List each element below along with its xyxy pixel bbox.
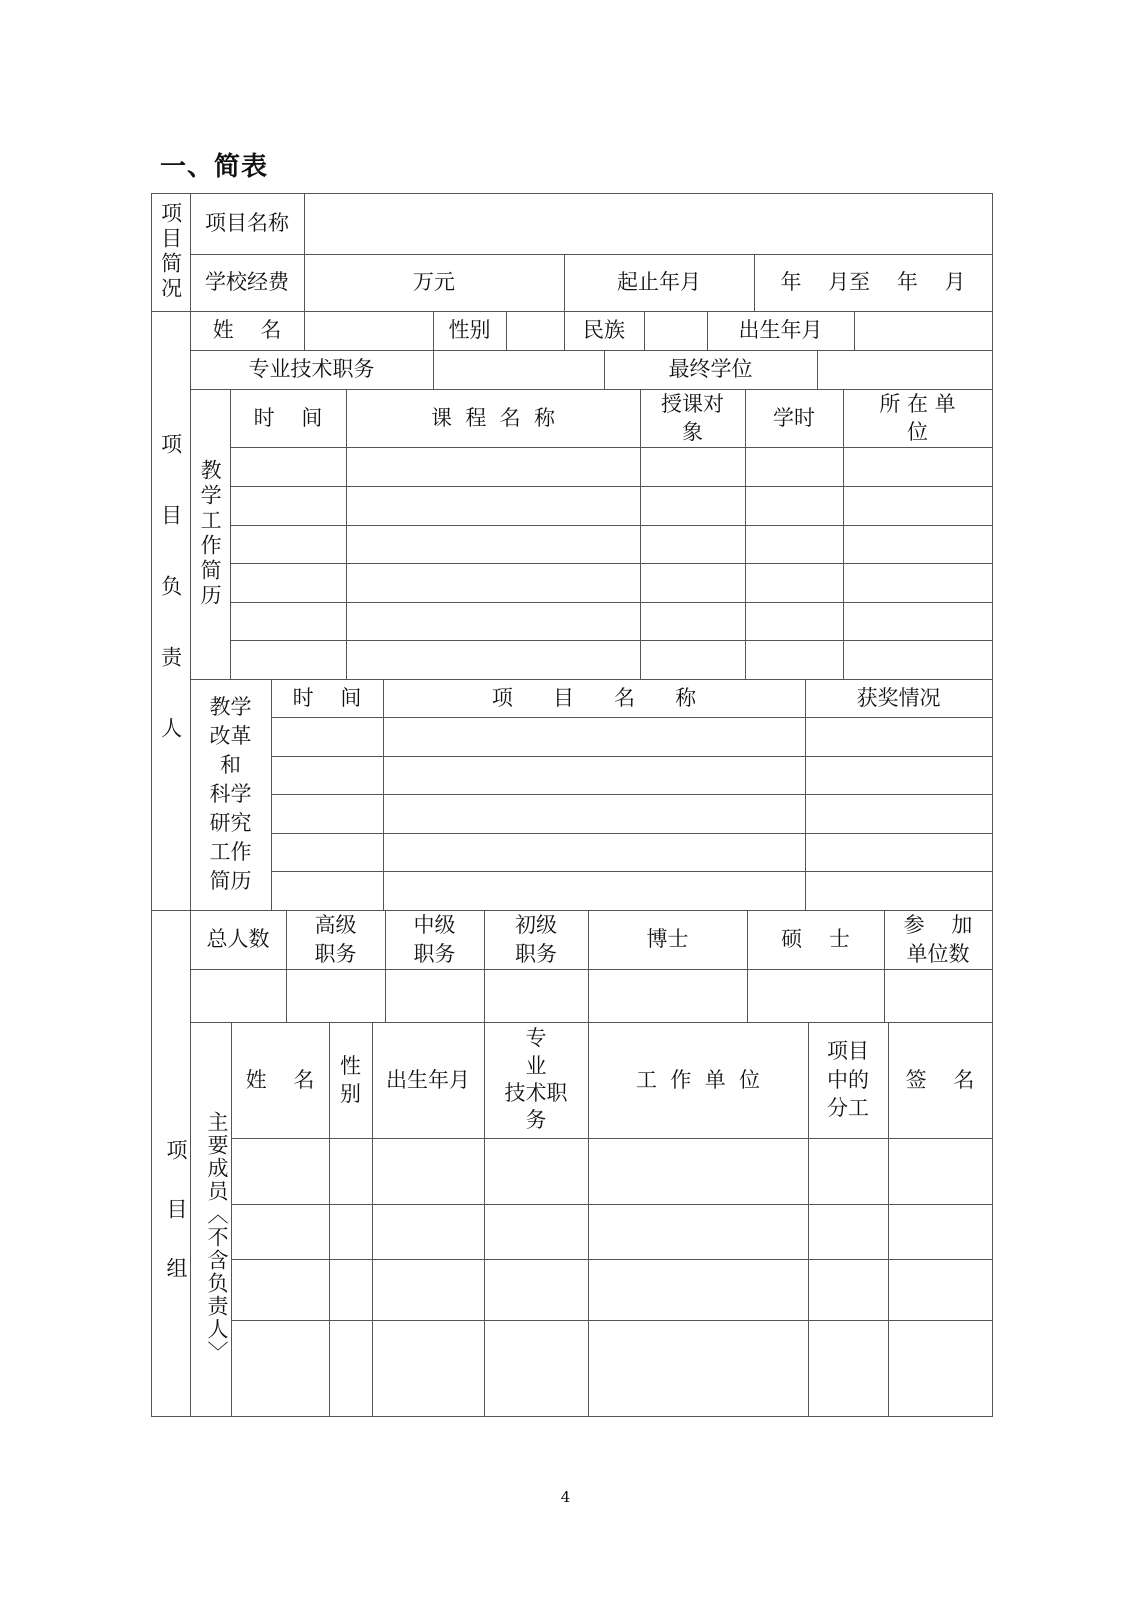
- grid-line: [231, 1138, 993, 1139]
- leader-degree-field[interactable]: [817, 350, 992, 389]
- teaching-header-hours: 学时: [773, 405, 815, 430]
- grid-line: [231, 1259, 993, 1260]
- member-header-gender: 性 别: [340, 1053, 361, 1106]
- teaching-header-audience: 授课对 象: [661, 391, 724, 444]
- project-summary-form: [151, 193, 993, 1417]
- grid-line: [230, 525, 993, 526]
- research-history-label: 教学 改革 和 科学 研究 工作 简历: [209, 695, 252, 893]
- grid-line: [271, 756, 993, 757]
- group-header-intermediate: 中级 职务: [413, 913, 456, 966]
- leader-name-label: 姓 名: [212, 318, 282, 343]
- funding-field[interactable]: 万元: [413, 270, 455, 295]
- table-border-bottom: [151, 1416, 993, 1417]
- grid-line: [230, 486, 993, 487]
- teaching-history-label: 教学工作简历: [198, 459, 223, 609]
- teaching-header-unit: 所 在 单 位: [879, 391, 956, 444]
- research-header-time: 时 间: [292, 685, 362, 710]
- grid-line: [271, 794, 993, 795]
- grid-line: [271, 871, 993, 872]
- group-section-label: 项目组: [164, 1138, 188, 1316]
- leader-title-field[interactable]: [433, 350, 604, 389]
- leader-name-field[interactable]: [304, 311, 433, 350]
- leader-gender-label: 性别: [448, 318, 491, 343]
- group-header-senior: 高级 职务: [314, 913, 357, 966]
- group-header-phd: 博士: [646, 927, 689, 952]
- page-title: 一、简表: [160, 152, 269, 182]
- funding-label: 学校经费: [205, 270, 289, 295]
- leader-ethnicity-label: 民族: [583, 318, 625, 343]
- grid-line: [230, 447, 993, 448]
- teaching-header-time: 时 间: [253, 405, 323, 430]
- grid-line: [271, 833, 993, 834]
- grid-line: [190, 969, 993, 970]
- members-label: 主要成员︿不含负责人﹀: [205, 1110, 229, 1364]
- leader-title-label: 专业技术职务: [248, 357, 375, 382]
- grid-line: [231, 1204, 993, 1205]
- group-header-total: 总人数: [206, 927, 270, 952]
- leader-ethnicity-field[interactable]: [644, 311, 707, 350]
- grid-line: [231, 1320, 993, 1321]
- member-header-name: 姓 名: [245, 1067, 315, 1092]
- leader-degree-label: 最终学位: [668, 357, 753, 382]
- group-header-junior: 初级 职务: [515, 913, 557, 966]
- project-name-label: 项目名称: [205, 211, 289, 236]
- member-header-title: 专 业 技术职 务: [504, 1026, 568, 1133]
- period-field[interactable]: 年 月至 年 月: [780, 270, 966, 295]
- teaching-header-course: 课 程 名 称: [430, 405, 556, 430]
- leader-birth-field[interactable]: [854, 311, 992, 350]
- member-header-signature: 签 名: [905, 1067, 975, 1092]
- table-border-right: [992, 193, 993, 1417]
- grid-line: [230, 602, 993, 603]
- member-header-role: 项目 中的 分工: [827, 1039, 869, 1121]
- member-header-unit: 工 作 单 位: [635, 1067, 761, 1092]
- grid-line: [271, 717, 993, 718]
- leader-section-label: 项目负责人: [158, 433, 183, 788]
- project-overview-section-label: 项目简况: [158, 202, 183, 302]
- member-header-birth: 出生年月: [386, 1067, 470, 1092]
- project-name-field[interactable]: [304, 193, 992, 254]
- grid-line: [230, 563, 993, 564]
- research-header-awards: 获奖情况: [856, 685, 941, 710]
- group-header-units: 参 加 单位数: [903, 913, 973, 966]
- leader-birth-label: 出生年月: [738, 318, 823, 343]
- leader-gender-field[interactable]: [506, 311, 564, 350]
- group-header-master: 硕 士: [781, 927, 850, 952]
- page-number: 4: [560, 1488, 571, 1506]
- period-label: 起止年月: [617, 270, 701, 295]
- grid-line: [230, 640, 993, 641]
- research-header-project: 项 目 名 称: [491, 685, 697, 710]
